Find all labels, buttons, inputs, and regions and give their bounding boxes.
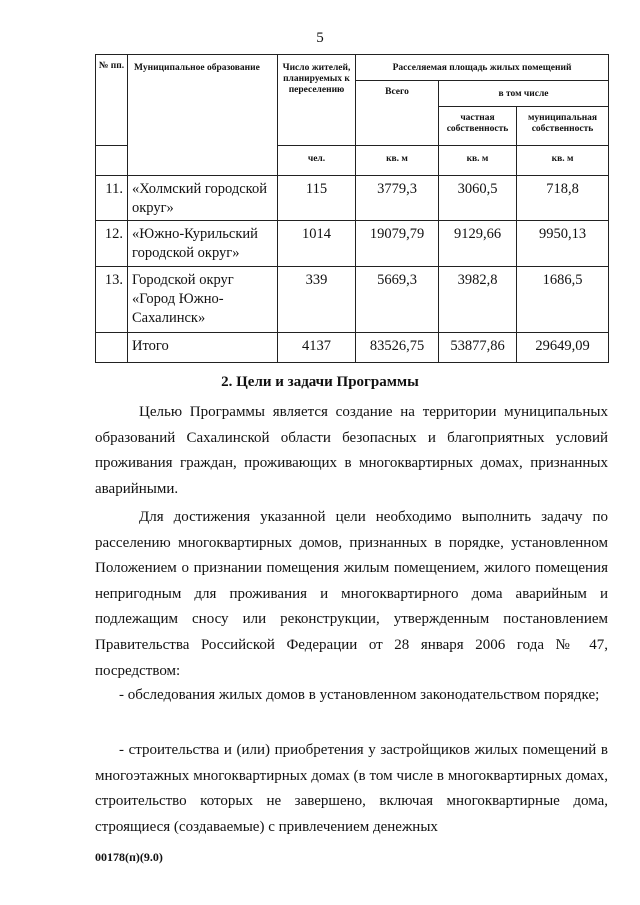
paragraph: - обследования жилых домов в установленном законодательством порядке; [119, 687, 600, 703]
paragraph: Для достижения указанной цели необходимо выполнить задачу по расселению многоквартирных домов, признанных в порядке, установленном Положением о признании помещения жилым помещением, жилого помещения непригодным для проживания и многоквартирного дома аварийным и подлежащим сносу или реконструкции, утвержденным постановлением Правительства Российской Федерации от 28 января 2006 года № 47, посредством: [95, 509, 608, 679]
unit-num-empty [96, 146, 128, 176]
row-municipality: Городской округ «Город Южно-Сахалинск» [128, 267, 278, 333]
row-municipality: «Южно-Курильский городской округ» [128, 221, 278, 267]
page-number: 5 [316, 30, 324, 46]
row-num: 12. [96, 221, 128, 267]
unit-residents: чел. [278, 146, 356, 176]
row-private: 3060,5 [439, 176, 517, 221]
header-municipality: Муниципальное образование [128, 55, 278, 176]
total-num-empty [96, 333, 128, 363]
table-row [96, 221, 609, 267]
header-area: Расселяемая площадь жилых помещений [356, 55, 609, 81]
document-code: 00178(п)(9.0) [95, 850, 163, 864]
total-residents: 4137 [278, 333, 356, 363]
row-private: 9129,66 [439, 221, 517, 267]
unit-total: кв. м [356, 146, 439, 176]
row-total: 3779,3 [356, 176, 439, 221]
unit-municipal: кв. м [517, 146, 609, 176]
row-municipal: 718,8 [517, 176, 609, 221]
section-title: 2. Цели и задачи Программы [221, 374, 419, 390]
row-residents: 1014 [278, 221, 356, 267]
paragraph: - строительства и (или) приобретения у застройщиков жилых помещений в многоэтажных многоквартирных домах (в том числе в многоквартирных домах, строительство которых не завершено, включая многоквартирные дома, строящиеся (создаваемые) с привлечением денежных [95, 742, 608, 835]
table-row [96, 176, 609, 221]
header-private: частная собственность [439, 107, 517, 146]
header-num: № пп. [96, 55, 128, 146]
row-total: 5669,3 [356, 267, 439, 333]
row-residents: 115 [278, 176, 356, 221]
header-municipal: муниципальная собственность [517, 107, 609, 146]
total-label: Итого [128, 333, 278, 363]
table-row [96, 267, 609, 333]
row-municipal: 1686,5 [517, 267, 609, 333]
row-total: 19079,79 [356, 221, 439, 267]
unit-private: кв. м [439, 146, 517, 176]
header-including: в том числе [439, 81, 609, 107]
resettlement-table [95, 54, 609, 363]
total-area: 83526,75 [356, 333, 439, 363]
row-num: 11. [96, 176, 128, 221]
paragraph: Целью Программы является создание на территории муниципальных образований Сахалинской области безопасных и благоприятных условий проживания граждан, проживающих в многоквартирных домах, признанных аварийными. [95, 404, 608, 497]
total-municipal: 29649,09 [517, 333, 609, 363]
header-residents: Число жителей, планируемых к переселению [278, 55, 356, 146]
row-municipality: «Холмский городской округ» [128, 176, 278, 221]
row-municipal: 9950,13 [517, 221, 609, 267]
table-total-row [96, 333, 609, 363]
row-residents: 339 [278, 267, 356, 333]
total-private: 53877,86 [439, 333, 517, 363]
row-private: 3982,8 [439, 267, 517, 333]
row-num: 13. [96, 267, 128, 333]
header-total: Всего [356, 81, 439, 146]
